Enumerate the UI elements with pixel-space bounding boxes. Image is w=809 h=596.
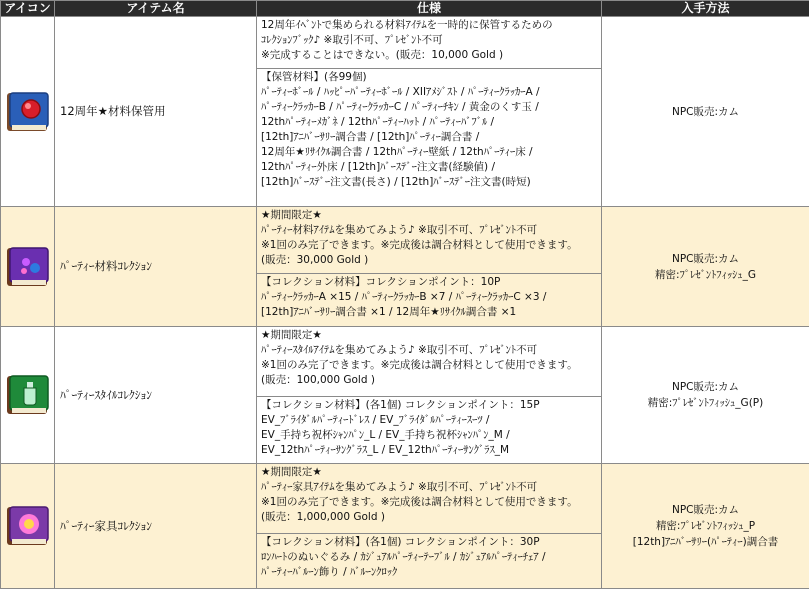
spec-line: [12th]ﾊﾞｰｽﾃﾞｰ注文書(長さ) / [12th]ﾊﾞｰｽﾃﾞｰ注文書(時短) (261, 176, 531, 188)
spec-line: EV_ﾌﾞﾗｲﾀﾞﾙﾊﾟｰﾃｨｰﾄﾞﾚｽ / EV_ﾌﾞﾗｲﾀﾞﾙﾊﾟｰﾃｨｰｽｰﾂ / (261, 414, 490, 426)
header-name: アイテム名 (55, 1, 257, 17)
spec-line: 【保管材料】(各99個) (261, 71, 367, 83)
spec-line: ※1回のみ完了できます。※完成後は調合材料として使用できます。 (261, 496, 578, 508)
book-pink-flower-icon (4, 503, 52, 549)
how-line: NPC販売:カム (671, 381, 740, 393)
spec-line: 12周年★ﾘｻｲｸﾙ調合書 / 12thﾊﾟｰﾃｨｰ壁紙 / 12thﾊﾟｰﾃｨｰ床 / (261, 146, 533, 158)
spec-line: 12thﾊﾟｰﾃｨｰﾒｶﾞﾈ / 12thﾊﾟｰﾃｨｰﾊｯﾄ / ﾊﾟｰﾃｨｰﾊﾞﾌﾞﾙ / (261, 116, 495, 128)
how-line: [12th]ｱﾆﾊﾞｰｻﾘｰ(ﾊﾟｰﾃｨｰ)調合書 (632, 536, 779, 548)
spec-line: (販売：30,000 Gold ) (261, 254, 369, 266)
spec-line: ★期間限定★ (261, 466, 322, 478)
table-row (1, 464, 809, 534)
book-purple-gem-icon (4, 244, 52, 290)
spec-line: 12周年ｲﾍﾞﾝﾄで集められる材料ｱｲﾃﾑを一時的に保管するための (261, 19, 553, 31)
item-name: ﾊﾟｰﾃｨｰ家具ｺﾚｸｼｮﾝ (55, 464, 257, 589)
spec-line: 【コレクション材料】(各1個) コレクションポイント：30P (261, 536, 540, 548)
how-line: 精密:ﾌﾟﾚｾﾞﾝﾄﾌｨｯｼｭ_G(P) (647, 397, 764, 409)
how-line: 精密:ﾌﾟﾚｾﾞﾝﾄﾌｨｯｼｭ_P (655, 520, 756, 532)
spec-line: ★期間限定★ (261, 209, 322, 221)
spec-line: ﾊﾟｰﾃｨｰ家具ｱｲﾃﾑを集めてみよう♪ ※取引不可、ﾌﾟﾚｾﾞﾝﾄ不可 (261, 481, 538, 493)
spec-summary (257, 464, 602, 534)
spec-line: ﾊﾟｰﾃｨｰｸﾗｯｶｰB / ﾊﾟｰﾃｨｰｸﾗｯｶｰC / ﾊﾟｰﾃｨｰﾁｷﾝ / 黄金のくす玉 / (261, 101, 539, 113)
book-blue-red-gem-icon (4, 89, 52, 135)
spec-summary (257, 207, 602, 274)
item-name: 12周年★材料保管用 (55, 17, 257, 207)
book-green-bottle-icon (4, 372, 52, 418)
spec-materials (257, 534, 602, 589)
spec-line: 【コレクション材料】(各1個) コレクションポイント：15P (261, 399, 540, 411)
spec-summary (257, 17, 602, 69)
item-name: ﾊﾟｰﾃｨｰ材料ｺﾚｸｼｮﾝ (55, 207, 257, 327)
spec-line: EV_手持ち祝杯ｼｬﾝﾊﾟﾝ_L / EV_手持ち祝杯ｼｬﾝﾊﾟﾝ_M / (261, 429, 510, 441)
spec-line: ﾊﾟｰﾃｨｰﾎﾞｰﾙ / ﾊｯﾋﾟｰﾊﾟｰﾃｨｰﾎﾞｰﾙ / XIIｱﾒｼﾞｽﾄ / ﾊﾟｰﾃｨｰｸﾗｯｶｰA / (261, 86, 540, 98)
how-cell (602, 207, 809, 327)
spec-line: 12thﾊﾟｰﾃｨｰ外床 / [12th]ﾊﾞｰｽﾃﾞｰ注文書(経験値) / (261, 161, 495, 173)
spec-line: (販売：100,000 Gold ) (261, 374, 375, 386)
spec-line: ※1回のみ完了できます。※完成後は調合材料として使用できます。 (261, 239, 578, 251)
spec-line: ﾊﾟｰﾃｨｰｽﾀｲﾙｱｲﾃﾑを集めてみよう♪ ※取引不可、ﾌﾟﾚｾﾞﾝﾄ不可 (261, 344, 538, 356)
how-cell (602, 327, 809, 464)
icon-cell (1, 17, 55, 207)
spec-materials (257, 274, 602, 327)
spec-line: EV_12thﾊﾟｰﾃｨｰｻﾝｸﾞﾗｽ_L / EV_12thﾊﾟｰﾃｨｰｻﾝｸﾞﾗｽ_M (261, 444, 510, 456)
spec-line: ★期間限定★ (261, 329, 322, 341)
spec-line: ﾊﾟｰﾃｨｰﾊﾞﾙｰﾝ飾り / ﾊﾞﾙｰﾝｸﾛｯｸ (261, 566, 398, 578)
header-row (1, 1, 809, 17)
spec-line: ﾛﾝﾊｰﾄのぬいぐるみ / ｶｼﾞｭｱﾙﾊﾟｰﾃｨｰﾃｰﾌﾞﾙ / ｶｼﾞｭｱﾙﾊﾟｰﾃｨｰﾁｪｱ / (261, 551, 546, 563)
spec-line: ﾊﾟｰﾃｨｰ材料ｱｲﾃﾑを集めてみよう♪ ※取引不可、ﾌﾟﾚｾﾞﾝﾄ不可 (261, 224, 538, 236)
spec-materials (257, 69, 602, 207)
spec-materials (257, 397, 602, 464)
header-spec: 仕様 (257, 1, 602, 17)
how-line: NPC販売:カム (671, 504, 740, 516)
table-row (1, 17, 809, 69)
spec-line: (販売：1,000,000 Gold ) (261, 511, 385, 523)
item-name: ﾊﾟｰﾃｨｰｽﾀｲﾙｺﾚｸｼｮﾝ (55, 327, 257, 464)
header-how: 入手方法 (602, 1, 809, 17)
how-cell (602, 464, 809, 589)
table-row (1, 207, 809, 274)
spec-line: ｺﾚｸｼｮﾝﾌﾞｯｸ♪ ※取引不可、ﾌﾟﾚｾﾞﾝﾄ不可 (261, 34, 443, 46)
how-line: NPC販売:カム (671, 105, 740, 118)
spec-summary (257, 327, 602, 397)
header-icon: アイコン (1, 1, 55, 17)
spec-line: [12th]ｱﾆﾊﾞｰｻﾘｰ調合書 ×1 / 12周年★ﾘｻｲｸﾙ調合書 ×1 (261, 306, 517, 318)
how-line: 精密:ﾌﾟﾚｾﾞﾝﾄﾌｨｯｼｭ_G (655, 268, 756, 281)
spec-line: ﾊﾟｰﾃｨｰｸﾗｯｶｰA ×15 / ﾊﾟｰﾃｨｰｸﾗｯｶｰB ×7 / ﾊﾟｰﾃｨｰｸﾗｯｶｰC ×3 / (261, 291, 547, 303)
spec-line: [12th]ｱﾆﾊﾞｰｻﾘｰ調合書 / [12th]ﾊﾟｰﾃｨｰ調合書 / (261, 131, 480, 143)
how-cell (602, 17, 809, 207)
spec-line: 【コレクション材料】コレクションポイント：10P (261, 276, 501, 288)
icon-cell (1, 464, 55, 589)
icon-cell (1, 207, 55, 327)
how-line: NPC販売:カム (671, 252, 740, 265)
icon-cell (1, 327, 55, 464)
spec-line: ※完成することはできない。(販売：10,000 Gold ) (261, 49, 504, 61)
spec-line: ※1回のみ完了できます。※完成後は調合材料として使用できます。 (261, 359, 578, 371)
table-row (1, 327, 809, 397)
